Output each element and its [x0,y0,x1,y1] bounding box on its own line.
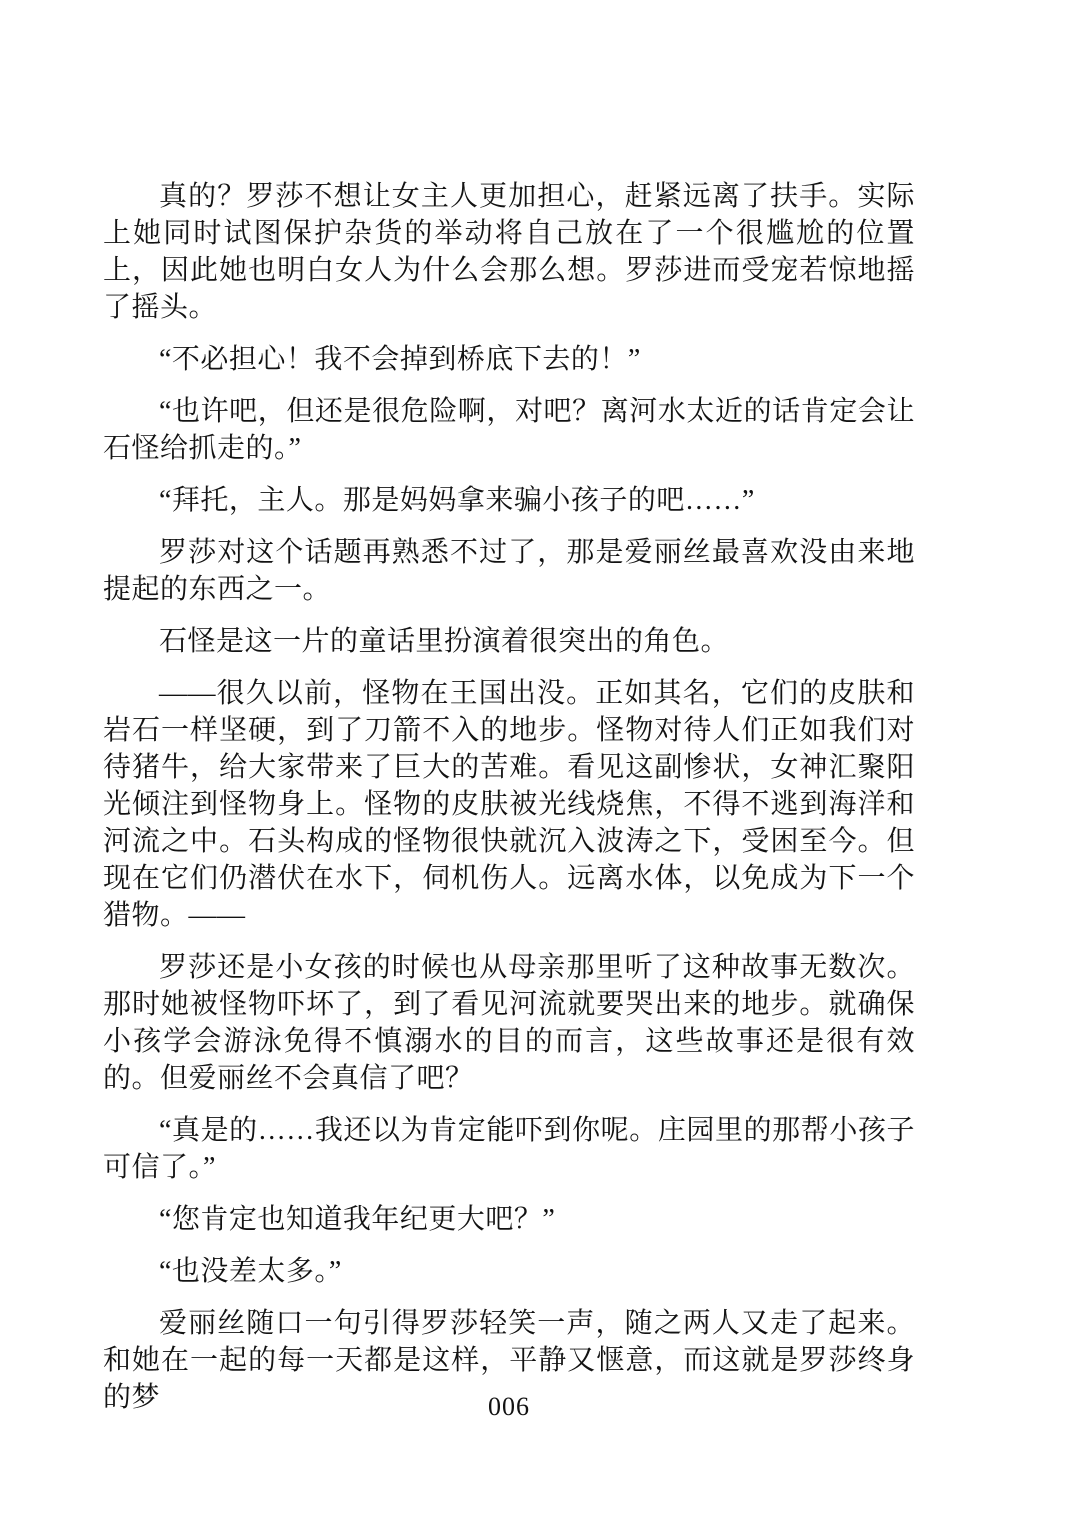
paragraph-dialogue: “拜托，主人。那是妈妈拿来骗小孩子的吧……” [159,485,755,516]
paragraph-dialogue: “也许吧，但还是很危险啊，对吧？离河水太近的话肯定会让石怪给抓走的。” [103,396,915,464]
paragraph-dialogue: “真是的……我还以为肯定能吓到你呢。庄园里的那帮小孩子可信了。” [103,1115,915,1183]
text-block [103,178,915,1431]
paragraph-narration: 罗莎还是小女孩的时候也从母亲那里听了这种故事无数次。那时她被怪物吓坏了，到了看见河流就要哭出来的地步。就确保小孩学会游泳免得不慎溺水的目的而言，这些故事还是很有效的。但爱丽丝不会真信了吧？ [103,952,915,1094]
paragraph-legend: ——很久以前，怪物在王国出没。正如其名，它们的皮肤和岩石一样坚硬，到了刀箭不入的地步。怪物对待人们正如我们对待猪牛，给大家带来了巨大的苦难。看见这副惨状，女神汇聚阳光倾注到怪物身上。怪物的皮肤被光线烧焦，不得不逃到海洋和河流之中。石头构成的怪物很快就沉入波涛之下，受困至今。但现在它们仍潜伏在水下，伺机伤人。远离水体，以免成为下一个猎物。—— [103,678,915,931]
paragraph-narration: 真的？罗莎不想让女主人更加担心，赶紧远离了扶手。实际上她同时试图保护杂货的举动将自己放在了一个很尴尬的位置上，因此她也明白女人为什么会那么想。罗莎进而受宠若惊地摇了摇头。 [103,181,915,323]
paragraph-narration: 爱丽丝随口一句引得罗莎轻笑一声，随之两人又走了起来。和她在一起的每一天都是这样，平静又惬意，而这就是罗莎终身的梦 [103,1308,915,1413]
paragraph-narration: 罗莎对这个话题再熟悉不过了，那是爱丽丝最喜欢没由来地提起的东西之一。 [103,537,915,605]
page-number: 006 [488,1392,530,1421]
paragraph-dialogue: “您肯定也知道我年纪更大吧？” [159,1204,556,1235]
paragraph-dialogue: “也没差太多。” [159,1256,342,1287]
paragraph-dialogue: “不必担心！我不会掉到桥底下去的！” [159,344,641,375]
paragraph-narration: 石怪是这一片的童话里扮演着很突出的角色。 [159,626,730,657]
